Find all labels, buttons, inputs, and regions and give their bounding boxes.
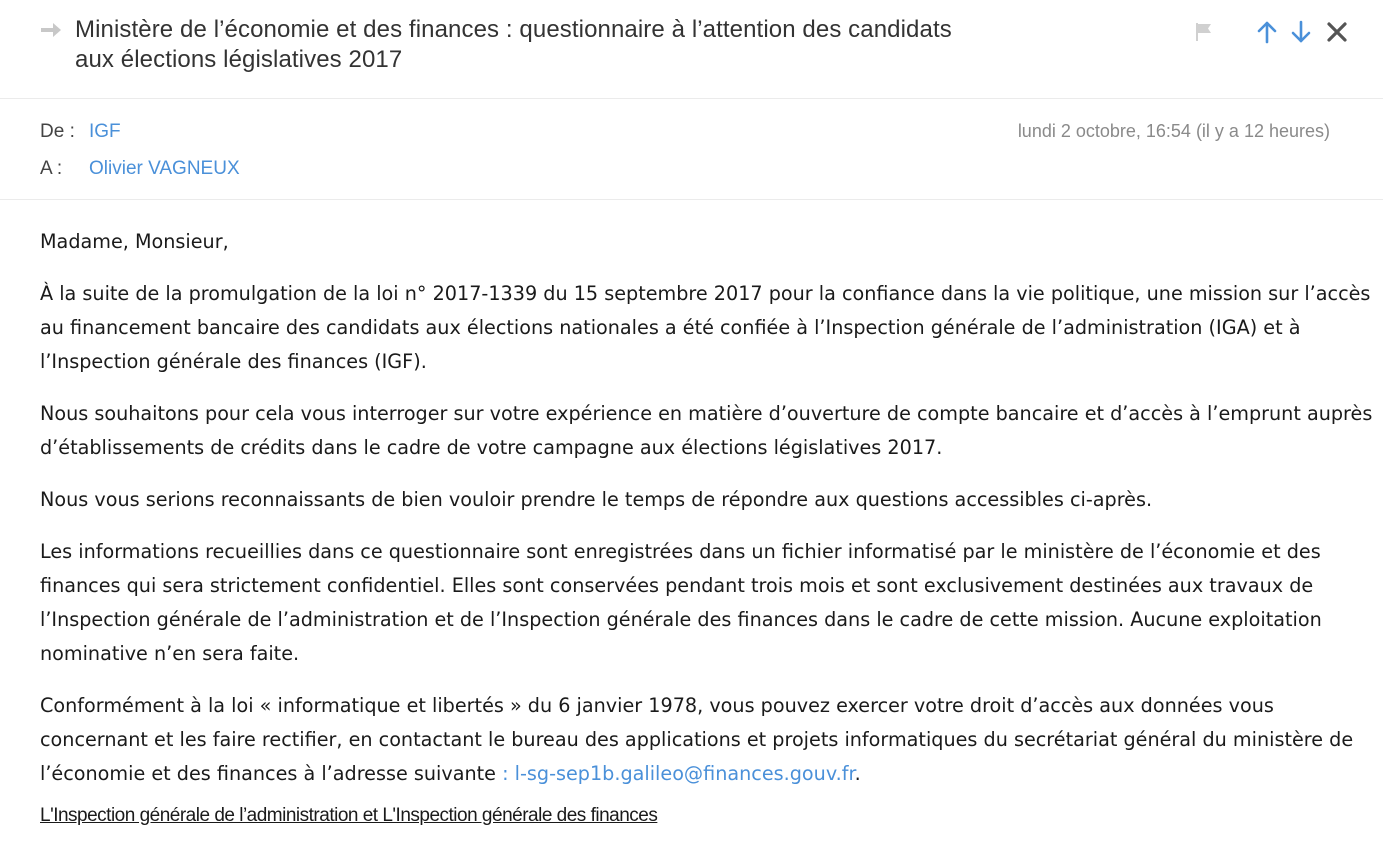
paragraph-5-text: Conformément à la loi « informatique et libertés » du 6 janvier 1978, vous pouvez exercer votre droit d’accès aux données vous concernant et les faire rectifier, en contactant le bureau des applications et projets informatiques du secrétariat général du ministère de l’économie et des finances à l’adresse suivante	[40, 694, 1354, 785]
close-button[interactable]	[1323, 20, 1351, 48]
to-label: A :	[40, 158, 63, 179]
reply-arrow-icon	[39, 18, 63, 42]
arrow-up-icon	[1255, 20, 1279, 48]
greeting: Madame, Monsieur,	[40, 230, 229, 253]
paragraph-5	[40, 689, 1373, 791]
paragraph-3: Nous vous serions reconnaissants de bien vouloir prendre le temps de répondre aux questions accessibles ci-après.	[40, 488, 1153, 511]
arrow-down-icon	[1289, 20, 1313, 48]
email-colon: :	[502, 762, 515, 785]
from-label: De :	[40, 121, 75, 142]
paragraph-1: À la suite de la promulgation de la loi n° 2017-1339 du 15 septembre 2017 pour la confiance dans la vie politique, une mission sur l’accès au financement bancaire des candidats aux élections nationales a été confiée à l’Inspection générale de l’administration (IGA) et à l’Inspection générale des finances (IGF).	[40, 282, 1371, 373]
flag-button[interactable]	[1190, 20, 1218, 48]
to-recipient-link[interactable]: Olivier VAGNEUX	[89, 158, 240, 179]
subject-line-1: Ministère de l’économie et des finances : questionnaire à l’attention des candidats	[75, 16, 952, 43]
message-subject	[75, 15, 1075, 75]
message-header	[0, 0, 1383, 99]
message-meta	[0, 99, 1383, 200]
message-body	[0, 200, 1383, 831]
close-icon	[1325, 20, 1349, 48]
next-message-button[interactable]	[1287, 20, 1315, 48]
flag-icon	[1193, 21, 1215, 47]
previous-message-button[interactable]	[1253, 20, 1281, 48]
paragraph-2: Nous souhaitons pour cela vous interroger sur votre expérience en matière d’ouverture de compte bancaire et d’accès à l’emprunt auprès d’établissements de crédits dans le cadre de votre campagne aux élections législatives 2017.	[40, 402, 1373, 459]
message-date: lundi 2 octobre, 16:54 (il y a 12 heures)	[1017, 121, 1330, 141]
subject-line-2: aux élections législatives 2017	[75, 46, 403, 73]
from-sender-link[interactable]: IGF	[89, 121, 121, 142]
paragraph-4: Les informations recueillies dans ce questionnaire sont enregistrées dans un fichier informatisé par le ministère de l’économie et des finances qui sera strictement confidentiel. Elles sont conservées pendant trois mois et sont exclusivement destinées aux travaux de l’Inspection générale de l’administration et de l’Inspection générale des finances dans le cadre de cette mission. Aucune exploitation nominative n’en sera faite.	[40, 540, 1322, 665]
signature: L'Inspection générale de l’administration et L'Inspection générale des finances	[40, 805, 658, 826]
contact-email-link[interactable]: l-sg-sep1b.galileo@finances.gouv.fr	[514, 762, 855, 785]
paragraph-5-end: .	[854, 762, 861, 785]
message-toolbar	[1163, 20, 1383, 50]
